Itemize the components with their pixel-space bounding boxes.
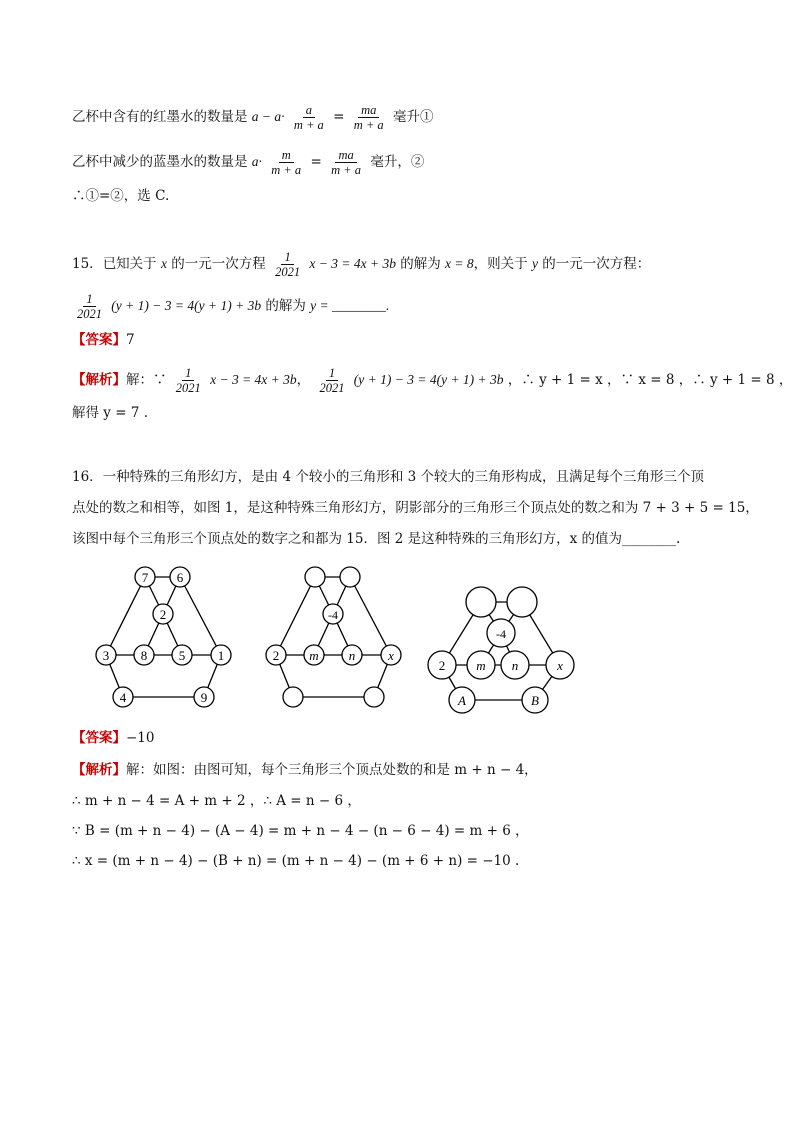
fig3-lines [442, 602, 560, 700]
fig2-node-bottom-left [283, 687, 303, 707]
q16-analysis-4: ∴ x = (m + n − 4) − (B + n) = (m + n − 4) − (m + 6 + n) = −10 . [72, 853, 520, 869]
fig2-label: -4 [328, 608, 338, 622]
text: ，则关于 [473, 256, 528, 272]
fig3-label: n [511, 658, 519, 673]
fig1-label: 8 [140, 648, 148, 663]
text: 乙杯中减少的蓝墨水的数量是 [72, 154, 248, 170]
fig2-node-top-left [305, 567, 325, 587]
fraction: $\frac{a}{m + a}$ [293, 103, 324, 132]
fig1-label: 1 [217, 648, 225, 663]
text: 的解为 [265, 298, 306, 314]
fig3-label: A [458, 693, 466, 708]
fig2-label: n [348, 648, 356, 663]
fig3-label: B [531, 693, 539, 708]
text: ，∴ y + 1 = x ，∵ x = 8 ，∴ y + 1 = 8 ， [507, 372, 793, 388]
math: x − 3 = 4x + 3b [210, 372, 297, 387]
text: 已知关于 [102, 256, 157, 272]
fig2-label: 2 [272, 648, 280, 663]
figure-1 [88, 560, 248, 710]
fig1-label: 4 [119, 690, 127, 705]
fig1-label: 2 [159, 607, 167, 622]
fig3-node-top-left [466, 587, 496, 617]
fig3-label: x [557, 658, 563, 673]
text: 解：∵ [126, 372, 167, 388]
text: 乙杯中含有的红墨水的数量是 [72, 109, 248, 125]
math: x [160, 256, 167, 271]
fig3-label: m [476, 658, 486, 673]
fig1-label: 5 [178, 648, 186, 663]
analysis-tag: 【解析】 [72, 762, 126, 778]
fig2-node-top-right [340, 567, 360, 587]
fig2-node-bottom-right [364, 687, 384, 707]
prev-line-2 [72, 148, 424, 177]
answer-value: −10 [126, 730, 155, 746]
fraction: $\frac{1}{2021}$ [275, 250, 301, 279]
math: (y + 1) − 3 = 4(y + 1) + 3b [111, 298, 262, 313]
fraction: $\frac{ma}{m + a}$ [331, 148, 362, 177]
answer-tag: 【答案】 [72, 332, 126, 348]
q16-answer [72, 728, 155, 748]
fig3-label: 2 [438, 658, 446, 673]
figure-2 [258, 560, 418, 710]
q16-analysis-2: ∴ m + n − 4 = A + m + 2 ，∴ A = n − 6 ， [72, 793, 361, 809]
answer-blank: y = ________. [310, 298, 390, 313]
fig2-lines [276, 577, 391, 697]
fig3-label: -4 [496, 627, 506, 641]
q15-analysis-2: 解得 y = 7 . [72, 405, 148, 421]
equals: = [310, 154, 322, 170]
q15-line-2 [72, 292, 389, 321]
math: (y + 1) − 3 = 4(y + 1) + 3b [353, 372, 504, 387]
math: x = 8 [445, 256, 474, 271]
text: 的一元一次方程 [171, 256, 266, 272]
fig1-label: 3 [102, 648, 110, 663]
q16-line-2: 点处的数之和相等，如图 1，是这种特殊三角形幻方，阴影部分的三角形三个顶点处的数之和为 7 + 3 + 5 = 15， [72, 500, 759, 516]
text: 解：如图：由图可知，每个三角形三个顶点处数的和是 m + n − 4， [126, 762, 538, 778]
fig1-label: 9 [200, 690, 208, 705]
q16-analysis-1 [72, 760, 538, 780]
prev-line-3: ∴①=②，选 C. [72, 188, 170, 204]
q15-analysis-1 [72, 366, 792, 395]
q15-answer [72, 330, 135, 350]
prev-line-1 [72, 103, 433, 132]
fig2-label: m [309, 648, 319, 663]
text: ， [296, 372, 311, 388]
text: 的一元一次方程： [542, 256, 651, 272]
fig1-lines [106, 577, 221, 697]
q16-line-3: 该图中每个三角形三个顶点处的数字之和都为 15．图 2 是这种特殊的三角形幻方，x 的值为________. [72, 531, 681, 547]
answer-tag: 【答案】 [72, 730, 126, 746]
fraction: $\frac{1}{2021}$ [319, 366, 345, 395]
fig1-label: 7 [141, 570, 149, 585]
fraction: $\frac{ma}{m + a}$ [353, 103, 384, 132]
question-number: 16． [72, 469, 103, 485]
text: 毫升① [392, 109, 434, 125]
text: 一种特殊的三角形幻方，是由 4 个较小的三角形和 3 个较大的三角形构成，且满足每个三角形三个顶 [102, 469, 705, 485]
question-number: 15． [72, 256, 103, 272]
fig3-node-top-right [507, 587, 537, 617]
fig1-label: 6 [176, 570, 184, 585]
math: a − a· [251, 109, 285, 124]
figure-3 [422, 580, 587, 715]
fraction: $\frac{1}{2021}$ [77, 292, 102, 321]
analysis-tag: 【解析】 [72, 372, 126, 388]
q15-line-1 [72, 250, 650, 279]
q16-analysis-3: ∵ B = (m + n − 4) − (A − 4) = m + n − 4 − (n − 6 − 4) = m + 6 ， [72, 823, 529, 839]
answer-value: 7 [126, 332, 135, 348]
fraction: $\frac{1}{2021}$ [175, 366, 201, 395]
text: 毫升，② [370, 154, 425, 170]
q16-line-1 [72, 467, 704, 487]
math: x − 3 = 4x + 3b [309, 256, 396, 271]
fraction: $\frac{m}{m + a}$ [271, 148, 302, 177]
math: a· [251, 154, 262, 169]
fig2-label: x [388, 648, 394, 663]
text: 的解为 [400, 256, 441, 272]
math: y [531, 256, 538, 271]
equals: = [333, 109, 345, 125]
